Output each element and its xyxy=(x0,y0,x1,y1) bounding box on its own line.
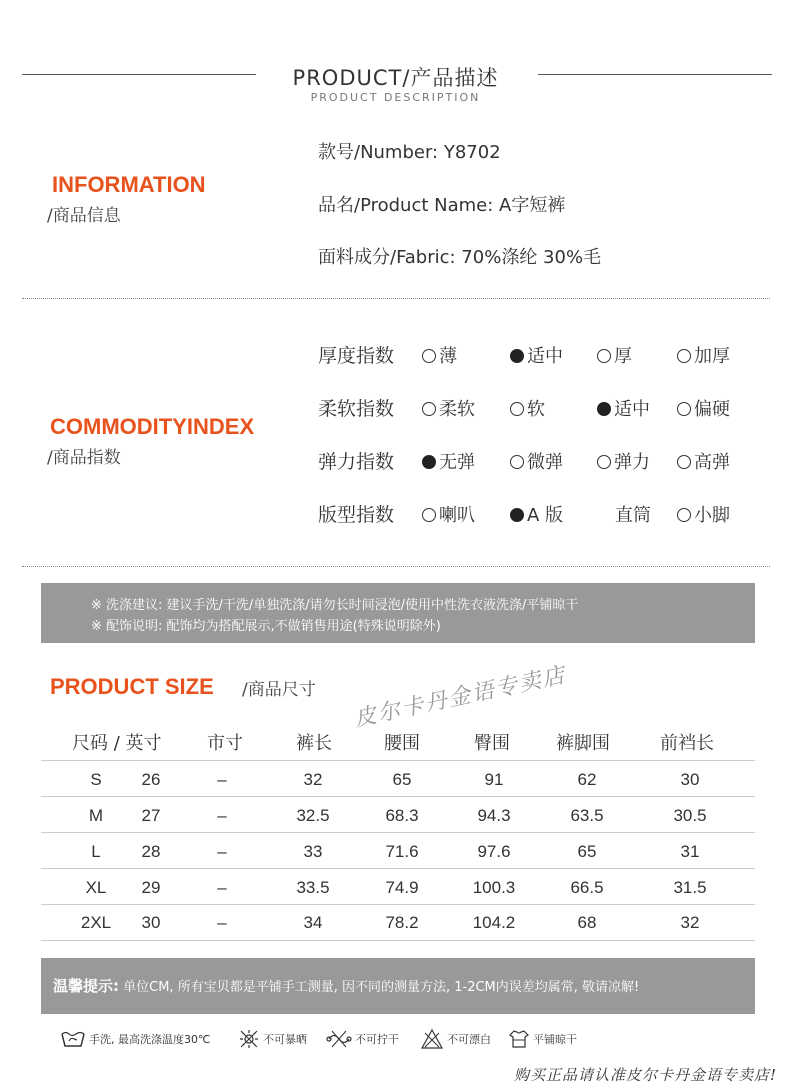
table-cell: XL xyxy=(85,878,107,897)
information-subtitle: /商品信息 xyxy=(47,206,121,226)
size-table-header: 臀围 xyxy=(474,733,510,754)
index-option-label: 加厚 xyxy=(694,346,730,367)
radio-filled-icon xyxy=(510,349,524,363)
no-bleach-icon xyxy=(420,1028,444,1050)
table-cell: 78.2 xyxy=(385,913,419,932)
index-option xyxy=(597,448,650,474)
table-cell: 66.5 xyxy=(570,878,604,897)
table-row-divider xyxy=(41,868,755,869)
size-table-header: 前裆长 xyxy=(660,733,714,754)
wash-care-item: 平铺晾干 xyxy=(508,1024,577,1054)
table-cell: 26 xyxy=(141,770,161,789)
index-option-label: 适中 xyxy=(614,399,650,420)
radio-empty-icon xyxy=(677,349,691,363)
index-option-label: 软 xyxy=(527,399,545,420)
table-cell: 31.5 xyxy=(673,878,707,897)
radio-empty-icon xyxy=(422,508,436,522)
no-sun-icon xyxy=(238,1028,260,1050)
table-cell: 62 xyxy=(577,770,597,789)
table-cell: 27 xyxy=(141,806,161,825)
tip-label: 温馨提示: xyxy=(53,977,119,995)
index-option-label: 无弹 xyxy=(439,452,475,473)
index-option xyxy=(677,448,730,474)
index-option-label: 柔软 xyxy=(439,399,475,420)
table-cell: 33 xyxy=(303,842,323,861)
index-option-label: 喇叭 xyxy=(439,505,475,526)
index-option-label: A 版 xyxy=(527,505,564,526)
commodity-index-subtitle: /商品指数 xyxy=(47,448,121,468)
page-title: PRODUCT/产品描述 xyxy=(292,66,499,90)
care-instructions-banner xyxy=(41,583,755,643)
table-cell: 74.9 xyxy=(385,878,419,897)
table-cell: 32.5 xyxy=(296,806,330,825)
index-option-label: 微弹 xyxy=(527,452,563,473)
index-option xyxy=(677,395,730,421)
table-cell: S xyxy=(90,770,102,789)
product-number: 款号/Number: Y8702 xyxy=(318,142,501,163)
table-cell: 30 xyxy=(680,770,700,789)
wash-care-item: 不可漂白 xyxy=(420,1024,491,1054)
table-cell: 28 xyxy=(141,842,161,861)
size-table-header: 市寸 xyxy=(207,733,243,754)
size-title: PRODUCT SIZE xyxy=(50,674,214,699)
table-row-divider xyxy=(41,796,755,797)
index-option-label: 适中 xyxy=(527,346,563,367)
index-option-label: 直筒 xyxy=(615,505,651,526)
table-cell: 29 xyxy=(141,878,161,897)
radio-empty-icon xyxy=(677,508,691,522)
index-option xyxy=(422,395,475,421)
index-option xyxy=(597,342,632,368)
table-cell: 30.5 xyxy=(673,806,707,825)
table-row-divider xyxy=(41,832,755,833)
table-cell: 71.6 xyxy=(385,842,419,861)
index-option xyxy=(422,501,475,527)
index-row-label: 厚度指数 xyxy=(318,345,395,367)
dotted-divider xyxy=(22,566,770,567)
index-option-label: 薄 xyxy=(439,346,457,367)
table-cell: 97.6 xyxy=(477,842,511,861)
table-cell: 94.3 xyxy=(477,806,511,825)
table-cell: 32 xyxy=(303,770,323,789)
radio-filled-icon xyxy=(510,508,524,522)
index-row-label: 柔软指数 xyxy=(318,398,395,420)
size-table-header: 尺码 / 英寸 xyxy=(72,733,162,754)
table-cell: 65 xyxy=(392,770,412,789)
index-option-label: 高弹 xyxy=(694,452,730,473)
index-option xyxy=(422,342,457,368)
index-option-label: 偏硬 xyxy=(694,399,730,420)
index-option-label: 弹力 xyxy=(614,452,650,473)
table-cell: – xyxy=(217,806,227,825)
table-cell: 30 xyxy=(141,913,161,932)
watermark: 皮尔卡丹金语专卖店 xyxy=(352,662,569,733)
table-cell: 91 xyxy=(484,770,504,789)
product-fabric: 面料成分/Fabric: 70%涤纶 30%毛 xyxy=(318,247,602,268)
product-name: 品名/Product Name: A字短裤 xyxy=(318,195,566,216)
wash-care-item: 不可暴晒 xyxy=(238,1024,307,1054)
index-option xyxy=(597,501,651,527)
table-cell: 65 xyxy=(577,842,597,861)
table-row-divider xyxy=(41,760,755,761)
tip-banner xyxy=(41,958,755,1014)
index-option xyxy=(510,501,563,527)
index-row-label: 弹力指数 xyxy=(318,451,395,473)
commodity-index-title: COMMODITYINDEX xyxy=(50,414,255,439)
size-table-header: 腰围 xyxy=(384,733,420,754)
table-cell: – xyxy=(217,878,227,897)
index-option-label: 厚 xyxy=(614,346,632,367)
size-table-header: 裤长 xyxy=(296,733,332,754)
index-row-label: 版型指数 xyxy=(318,504,395,526)
radio-empty-icon xyxy=(597,349,611,363)
table-cell: 63.5 xyxy=(570,806,604,825)
radio-empty-icon xyxy=(422,349,436,363)
flat-dry-icon xyxy=(508,1028,530,1050)
index-option xyxy=(510,395,545,421)
index-option xyxy=(597,395,650,421)
radio-filled-icon xyxy=(597,402,611,416)
table-cell: 68.3 xyxy=(385,806,419,825)
radio-empty-icon xyxy=(597,455,611,469)
radio-empty-icon xyxy=(510,402,524,416)
wash-care-item: 不可拧干 xyxy=(326,1024,399,1054)
table-cell: 104.2 xyxy=(472,913,516,932)
tip-text: 单位CM, 所有宝贝都是平铺手工测量, 因不同的测量方法, 1-2CM内误差均属常, 敬请凉解! xyxy=(123,980,640,995)
table-cell: L xyxy=(91,842,101,861)
radio-empty-icon xyxy=(677,455,691,469)
page-subtitle: PRODUCT DESCRIPTION xyxy=(310,91,481,104)
radio-empty-icon xyxy=(422,402,436,416)
wash-care-item: 手洗, 最高洗涤温度30℃ xyxy=(60,1024,210,1054)
table-cell: – xyxy=(217,770,227,789)
hand-wash-icon xyxy=(60,1028,86,1050)
radio-empty-icon xyxy=(677,402,691,416)
dotted-divider xyxy=(22,298,770,299)
table-cell: 34 xyxy=(303,913,323,932)
washing-advice: ※ 洗涤建议: 建议手洗/干洗/单独洗涤/请勿长时间浸泡/使用中性洗衣液洗涤/平铺晾干 xyxy=(91,598,579,613)
index-option xyxy=(510,342,563,368)
table-cell: 68 xyxy=(577,913,597,932)
index-option-label: 小脚 xyxy=(694,505,730,526)
accessories-note: ※ 配饰说明: 配饰均为搭配展示,不做销售用途(特殊说明除外) xyxy=(91,619,441,634)
table-cell: – xyxy=(217,913,227,932)
table-cell: 31 xyxy=(680,842,700,861)
table-cell: – xyxy=(217,842,227,861)
table-row-divider xyxy=(41,904,755,905)
table-cell: M xyxy=(88,806,104,825)
size-table-header: 裤脚围 xyxy=(556,733,610,754)
table-cell: 33.5 xyxy=(296,878,330,897)
size-subtitle: /商品尺寸 xyxy=(242,680,316,700)
table-row-divider xyxy=(41,940,755,941)
index-option xyxy=(422,448,475,474)
table-cell: 100.3 xyxy=(472,878,516,897)
radio-filled-icon xyxy=(422,455,436,469)
index-option xyxy=(677,501,730,527)
table-cell: 32 xyxy=(680,913,700,932)
information-title: INFORMATION xyxy=(52,172,206,197)
footer-note: 购买正品请认准皮尔卡丹金语专卖店! xyxy=(513,1066,777,1084)
no-wring-icon xyxy=(326,1028,352,1050)
index-option xyxy=(677,342,730,368)
radio-empty-icon xyxy=(510,455,524,469)
divider-line xyxy=(538,74,772,75)
table-cell: 2XL xyxy=(80,913,112,932)
index-option xyxy=(510,448,563,474)
section-header xyxy=(0,58,791,108)
